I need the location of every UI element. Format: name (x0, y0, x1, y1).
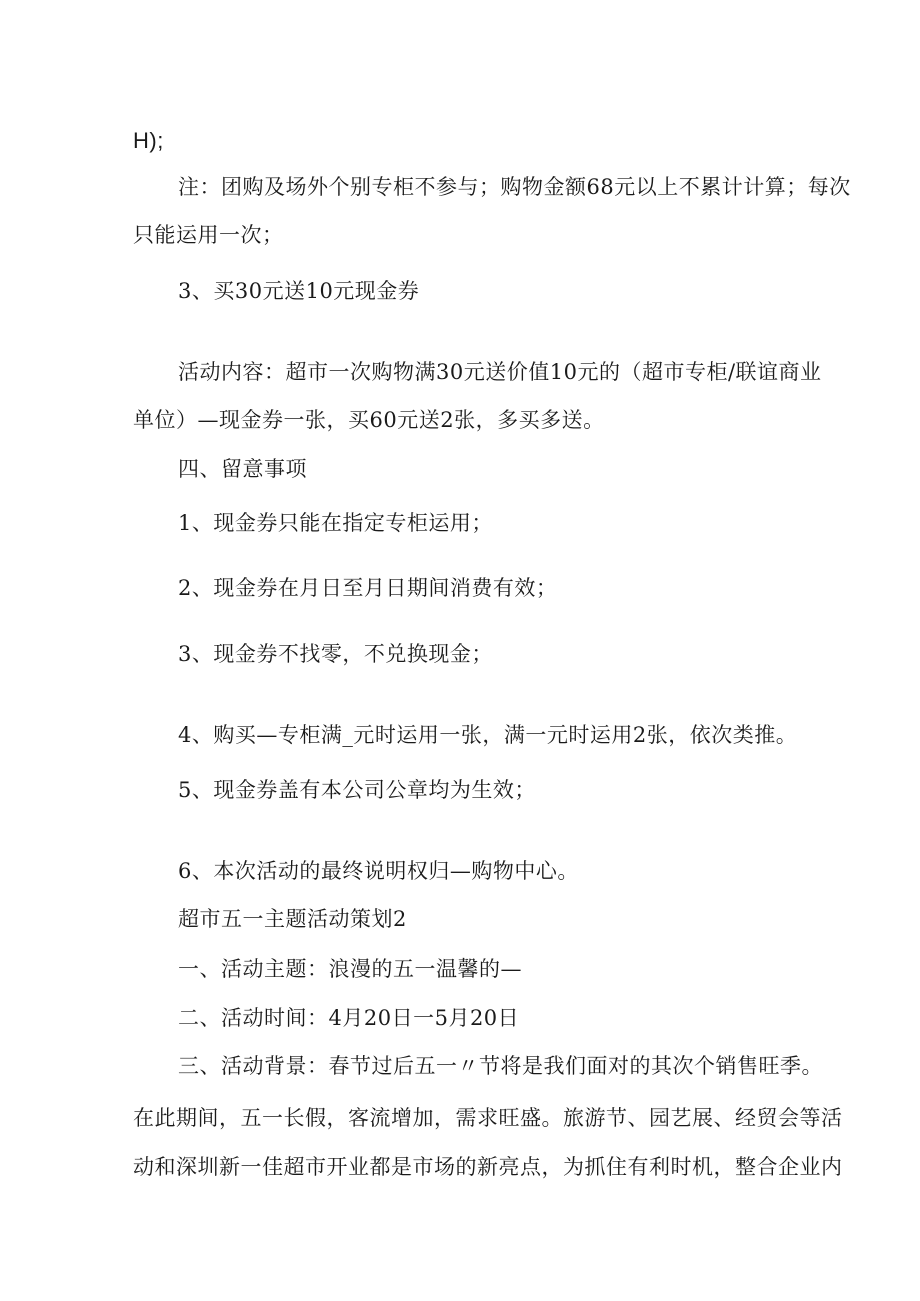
text-line-activity-content-cont: 单位）—现金券一张，买60元送2张，多买多送。 (133, 408, 605, 432)
activity-theme: 一、活动主题：浪漫的五一温馨的— (178, 957, 522, 981)
text-line-note: 注：团购及场外个别专柜不参与；购物金额68元以上不累计计算；每次 (178, 175, 851, 199)
list-item-6: 6、本次活动的最终说明权归—购物中心。 (178, 859, 579, 883)
text-line-note-cont: 只能运用一次； (133, 223, 284, 247)
activity-background: 三、活动背景：春节过后五一〃节将是我们面对的其次个销售旺季。 (178, 1054, 823, 1078)
list-item-1: 1、现金券只能在指定专柜运用； (178, 511, 493, 535)
section-heading-notes: 四、留意事项 (178, 457, 307, 481)
text-line-item-3: 3、买30元送10元现金券 (178, 279, 420, 303)
text-line-activity-content: 活动内容：超市一次购物满30元送价值10元的（超市专柜/联谊商业 (178, 360, 822, 384)
list-item-2: 2、现金券在月日至月日期间消费有效； (178, 576, 558, 600)
list-item-3: 3、现金券不找零，不兑换现金； (178, 642, 493, 666)
text-line-continuation: H); (133, 128, 164, 153)
list-item-4: 4、购买—专柜满_元时运用一张，满一元时运用2张，依次类推。 (178, 723, 798, 747)
activity-background-cont-2: 动和深圳新一佳超市开业都是市场的新亮点，为抓住有利时机，整合企业内 (133, 1155, 843, 1179)
activity-background-cont-1: 在此期间，五一长假，客流增加，需求旺盛。旅游节、园艺展、经贸会等活 (133, 1106, 843, 1130)
section-title: 超市五一主题活动策划2 (178, 907, 407, 931)
list-item-5: 5、现金券盖有本公司公章均为生效； (178, 778, 536, 802)
activity-time: 二、活动时间：4月20日一5月20日 (178, 1006, 520, 1030)
